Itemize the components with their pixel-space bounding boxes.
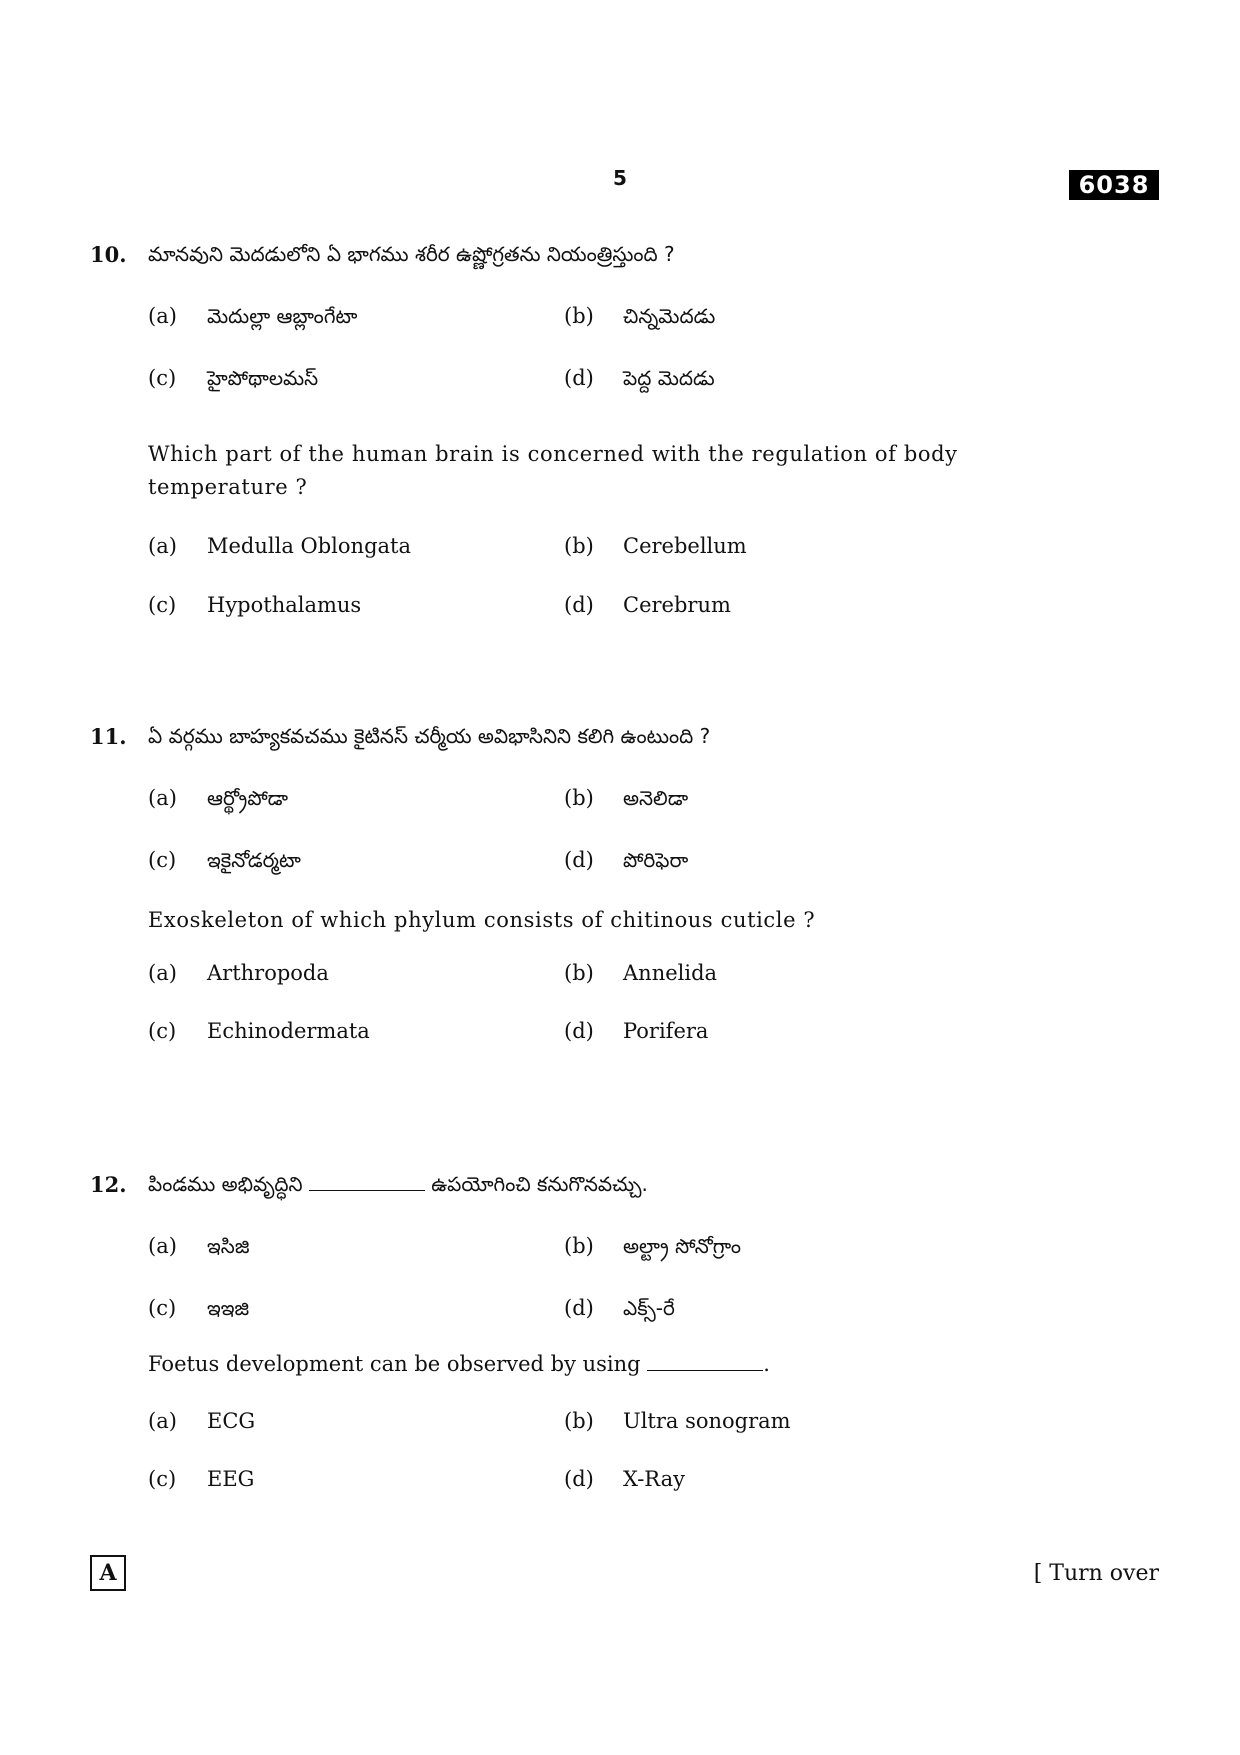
question-text-after-blank: ఉపయోగించి కనుగొనవచ్చు. [431, 1172, 648, 1196]
option-text: Arthropoda [207, 961, 329, 985]
question-text-english: Which part of the human brain is concerned with the regulation of body temperature ? [148, 442, 958, 499]
option-key: (d) [564, 593, 594, 617]
question-text-before-blank: Foetus development can be observed by using [148, 1352, 641, 1376]
page-number: 5 [613, 166, 627, 190]
option-key: (a) [148, 534, 177, 558]
booklet-series-box: A [90, 1555, 126, 1591]
option-key: (d) [564, 366, 594, 390]
question-text-telugu: ఏ వర్గము బాహ్యకవచము కైటినస్ చర్మీయ అవిభాసినిని కలిగి ఉంటుంది ? [148, 724, 711, 748]
option-text: ఎక్స్-రే [623, 1296, 675, 1320]
question-text-after-blank: . [763, 1352, 770, 1376]
question-text-telugu: మానవుని మెదడులోని ఏ భాగము శరీర ఉష్ణోగ్రతను నియంత్రిస్తుంది ? [148, 242, 675, 266]
option-key: (c) [148, 593, 177, 617]
option-text: Annelida [623, 961, 718, 985]
option-key: (b) [564, 304, 594, 328]
option-key: (c) [148, 1296, 177, 1320]
option-key: (c) [148, 1467, 177, 1491]
option-text: EEG [207, 1467, 255, 1491]
option-text: పెద్ద మెదడు [623, 366, 715, 390]
option-key: (a) [148, 1234, 177, 1258]
option-key: (a) [148, 304, 177, 328]
option-key: (d) [564, 848, 594, 872]
option-text: X-Ray [623, 1467, 685, 1491]
question-number: 12. [90, 1172, 127, 1197]
option-text: ఇసిజి [207, 1234, 250, 1258]
question-text-before-blank: పిండము అభివృద్ధిని [148, 1172, 303, 1196]
option-key: (c) [148, 1019, 177, 1043]
answer-blank [647, 1352, 763, 1371]
option-text: Medulla Oblongata [207, 534, 411, 558]
option-key: (a) [148, 1409, 177, 1433]
option-key: (d) [564, 1019, 594, 1043]
question-number: 10. [90, 242, 127, 267]
question-text-telugu [148, 1172, 648, 1201]
option-text: Cerebellum [623, 534, 747, 558]
option-text: ECG [207, 1409, 256, 1433]
question-number: 11. [90, 724, 127, 749]
option-key: (d) [564, 1296, 594, 1320]
option-key: (b) [564, 534, 594, 558]
option-key: (d) [564, 1467, 594, 1491]
option-text: Porifera [623, 1019, 709, 1043]
option-text: ఆర్థ్రోపోడా [207, 786, 289, 810]
option-text: మెదుల్లా ఆబ్లాంగేటా [207, 304, 358, 328]
question-text-english [148, 1352, 770, 1376]
option-text: Echinodermata [207, 1019, 370, 1043]
question-text-english: Exoskeleton of which phylum consists of chitinous cuticle ? [148, 908, 816, 932]
option-key: (b) [564, 1409, 594, 1433]
paper-code-badge: 6038 [1069, 170, 1159, 200]
option-text: Cerebrum [623, 593, 731, 617]
option-text: పోరిఫెరా [623, 848, 689, 872]
turn-over-note: [ Turn over [1033, 1561, 1159, 1586]
option-text: ఇకైనోడర్మటా [207, 848, 301, 872]
option-text: Hypothalamus [207, 593, 362, 617]
option-text: అనెలిడా [623, 786, 689, 810]
option-key: (a) [148, 961, 177, 985]
option-key: (c) [148, 848, 177, 872]
option-text: Ultra sonogram [623, 1409, 791, 1433]
option-text: హైపోథాలమస్ [207, 366, 319, 390]
option-key: (b) [564, 786, 594, 810]
option-key: (b) [564, 1234, 594, 1258]
option-key: (a) [148, 786, 177, 810]
option-text: అల్ట్రా సోనోగ్రాం [623, 1234, 742, 1258]
option-key: (b) [564, 961, 594, 985]
option-text: ఇఇజి [207, 1296, 250, 1320]
answer-blank [309, 1172, 425, 1191]
option-text: చిన్నమెదడు [623, 304, 716, 328]
option-key: (c) [148, 366, 177, 390]
